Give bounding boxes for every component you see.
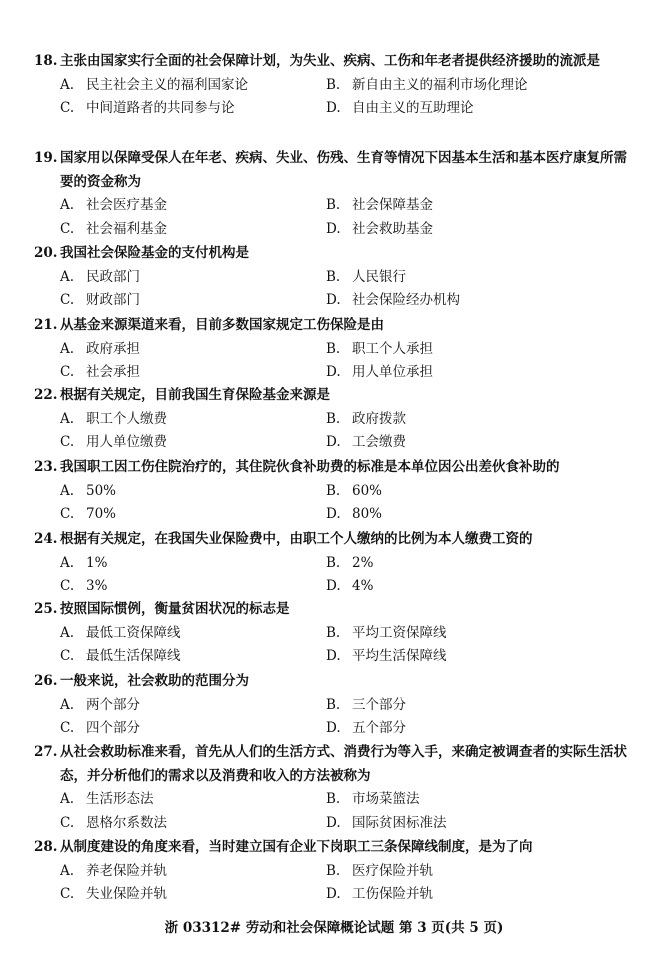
- option-d: [326, 218, 626, 242]
- question-stem: [34, 242, 634, 266]
- question-text: 主张由国家实行全面的社会保障计划，为失业、疾病、工伤和年老者提供经济援助的流派是: [60, 53, 600, 69]
- option-letter: C.: [60, 814, 75, 831]
- option-b: [326, 860, 626, 884]
- option-letter: D.: [326, 220, 341, 237]
- question-text: 根据有关规定，目前我国生育保险基金来源是: [60, 387, 330, 403]
- option-letter: A.: [60, 482, 75, 499]
- option-text: 社会保障基金: [352, 197, 433, 213]
- option-d: [326, 289, 626, 313]
- question-stem: [34, 314, 634, 338]
- option-d: [326, 575, 626, 599]
- option-letter: B.: [326, 268, 341, 285]
- question-22: [34, 384, 634, 455]
- option-text: 80%: [352, 506, 383, 522]
- question-23: [34, 456, 634, 527]
- option-letter: B.: [326, 197, 341, 213]
- option-a: [60, 338, 326, 362]
- question-text: 我国社会保险基金的支付机构是: [60, 245, 249, 261]
- option-text: 五个部分: [352, 720, 406, 736]
- option-c: [60, 289, 326, 313]
- option-letter: C.: [60, 720, 75, 736]
- option-c: [60, 361, 326, 385]
- question-25: [34, 598, 634, 669]
- option-b: [326, 788, 626, 812]
- question-number: 22.: [34, 387, 58, 403]
- option-c: [60, 503, 326, 527]
- option-b: [326, 552, 626, 576]
- question-text: 从基金来源渠道来看，目前多数国家规定工伤保险是由: [60, 317, 384, 333]
- option-d: [326, 717, 626, 741]
- option-text: 社会承担: [86, 364, 140, 380]
- question-stem: [34, 836, 634, 860]
- question-text: 一般来说，社会救助的范围分为: [60, 673, 249, 689]
- option-letter: A.: [60, 696, 75, 713]
- option-text: 平均生活保障线: [352, 648, 447, 664]
- option-letter: B.: [326, 340, 341, 357]
- option-letter: A.: [60, 197, 75, 213]
- option-a: [60, 860, 326, 884]
- option-text: 2%: [352, 554, 374, 571]
- option-a: [60, 694, 326, 718]
- question-text: 根据有关规定，在我国失业保险费中，由职工个人缴纳的比例为本人缴费工资的: [60, 531, 533, 547]
- option-text: 职工个人承担: [352, 340, 433, 357]
- option-text: 生活形态法: [86, 791, 154, 807]
- option-letter: C.: [60, 578, 75, 594]
- question-text: 国家用以保障受保人在年老、疾病、失业、伤残、生育等情况下因基本生活和基本医疗康复所需要的资金称为: [60, 150, 627, 190]
- option-text: 民政部门: [86, 268, 140, 285]
- question-stem: [34, 384, 634, 408]
- option-c: [60, 218, 326, 242]
- option-text: 50%: [86, 482, 117, 499]
- option-text: 职工个人缴费: [86, 410, 167, 427]
- question-number: 21.: [34, 317, 58, 333]
- question-stem: [34, 528, 634, 552]
- option-letter: B.: [326, 76, 341, 93]
- option-c: [60, 812, 326, 836]
- option-a: [60, 408, 326, 432]
- option-letter: B.: [326, 410, 341, 427]
- option-text: 政府承担: [86, 340, 140, 357]
- option-grid: [34, 552, 634, 599]
- option-letter: C.: [60, 886, 75, 902]
- option-letter: D.: [326, 364, 341, 380]
- option-text: 人民银行: [352, 268, 406, 285]
- option-text: 政府拨款: [352, 410, 406, 427]
- option-letter: A.: [60, 624, 75, 641]
- option-grid: [34, 338, 634, 385]
- option-c: [60, 97, 326, 121]
- question-stem: [34, 741, 634, 788]
- option-letter: B.: [326, 624, 341, 641]
- question-stem: [34, 670, 634, 694]
- option-text: 国际贫困标准法: [352, 814, 447, 831]
- option-a: [60, 788, 326, 812]
- option-c: [60, 645, 326, 669]
- option-grid: [34, 480, 634, 527]
- option-text: 平均工资保障线: [352, 624, 447, 641]
- option-text: 中间道路者的共同参与论: [86, 100, 235, 116]
- option-grid: [34, 194, 634, 241]
- option-text: 最低工资保障线: [86, 624, 181, 641]
- question-24: [34, 528, 634, 599]
- option-a: [60, 266, 326, 290]
- option-letter: C.: [60, 100, 75, 116]
- option-letter: C.: [60, 364, 75, 380]
- option-letter: D.: [326, 100, 341, 116]
- option-letter: D.: [326, 292, 341, 308]
- question-stem: [34, 598, 634, 622]
- option-grid: [34, 694, 634, 741]
- question-number: 25.: [34, 601, 58, 617]
- option-b: [326, 74, 626, 98]
- question-28: [34, 836, 634, 907]
- option-text: 最低生活保障线: [86, 648, 181, 664]
- question-text: 按照国际惯例，衡量贫困状况的标志是: [60, 601, 290, 617]
- option-grid: [34, 788, 634, 835]
- option-letter: B.: [326, 696, 341, 713]
- option-text: 新自由主义的福利市场化理论: [352, 76, 528, 93]
- option-letter: A.: [60, 76, 75, 93]
- option-d: [326, 97, 626, 121]
- option-text: 用人单位承担: [352, 364, 433, 380]
- option-text: 医疗保险并轨: [352, 862, 433, 879]
- option-letter: A.: [60, 340, 75, 357]
- option-c: [60, 717, 326, 741]
- question-number: 20.: [34, 245, 58, 261]
- option-text: 社会福利基金: [86, 220, 167, 237]
- option-a: [60, 622, 326, 646]
- question-number: 19.: [34, 150, 58, 166]
- question-number: 26.: [34, 673, 58, 689]
- question-number: 23.: [34, 459, 58, 475]
- option-text: 1%: [86, 554, 108, 571]
- option-letter: D.: [326, 578, 341, 594]
- option-text: 养老保险并轨: [86, 862, 167, 879]
- question-21: [34, 314, 634, 385]
- question-26: [34, 670, 634, 741]
- option-letter: D.: [326, 434, 341, 450]
- option-letter: B.: [326, 862, 341, 879]
- option-letter: D.: [326, 814, 341, 831]
- option-text: 两个部分: [86, 696, 140, 713]
- option-c: [60, 883, 326, 907]
- option-letter: D.: [326, 720, 341, 736]
- question-19: [34, 147, 634, 241]
- option-text: 三个部分: [352, 696, 406, 713]
- question-text: 从制度建设的角度来看，当时建立国有企业下岗职工三条保障线制度，是为了向: [60, 839, 533, 855]
- option-a: [60, 74, 326, 98]
- question-number: 28.: [34, 839, 58, 855]
- option-d: [326, 431, 626, 455]
- option-grid: [34, 622, 634, 669]
- option-d: [326, 361, 626, 385]
- question-text: 从社会救助标准来看，首先从人们的生活方式、消费行为等入手，来确定被调查者的实际生活状态，并分析他们的需求以及消费和收入的方法被称为: [60, 744, 627, 784]
- option-text: 市场菜篮法: [352, 791, 420, 807]
- option-letter: C.: [60, 292, 75, 308]
- option-a: [60, 194, 326, 218]
- option-text: 用人单位缴费: [86, 434, 167, 450]
- option-b: [326, 622, 626, 646]
- question-27: [34, 741, 634, 835]
- option-text: 恩格尔系数法: [86, 814, 167, 831]
- option-text: 工会缴费: [352, 434, 406, 450]
- option-b: [326, 408, 626, 432]
- question-20: [34, 242, 634, 313]
- option-a: [60, 480, 326, 504]
- option-d: [326, 503, 626, 527]
- option-letter: D.: [326, 506, 341, 522]
- option-d: [326, 883, 626, 907]
- option-grid: [34, 860, 634, 907]
- option-letter: B.: [326, 791, 341, 807]
- option-text: 自由主义的互助理论: [352, 100, 474, 116]
- option-text: 60%: [352, 482, 383, 499]
- question-18: [34, 50, 634, 121]
- option-text: 财政部门: [86, 292, 140, 308]
- option-text: 社会保险经办机构: [352, 292, 460, 308]
- option-letter: A.: [60, 268, 75, 285]
- question-text: 我国职工因工伤住院治疗的，其住院伙食补助费的标准是本单位因公出差伙食补助的: [60, 459, 560, 475]
- option-letter: C.: [60, 648, 75, 664]
- option-letter: B.: [326, 482, 341, 499]
- question-number: 27.: [34, 744, 58, 760]
- option-text: 3%: [86, 578, 108, 594]
- option-text: 社会医疗基金: [86, 197, 167, 213]
- question-number: 18.: [34, 53, 58, 69]
- option-letter: B.: [326, 554, 341, 571]
- option-text: 四个部分: [86, 720, 140, 736]
- question-stem: [34, 147, 634, 194]
- option-text: 4%: [352, 578, 374, 594]
- option-letter: D.: [326, 648, 341, 664]
- page-footer: 浙 03312# 劳动和社会保障概论试题 第 3 页(共 5 页): [164, 920, 504, 936]
- option-text: 失业保险并轨: [86, 886, 167, 902]
- option-d: [326, 645, 626, 669]
- option-c: [60, 431, 326, 455]
- option-text: 民主社会主义的福利国家论: [86, 76, 248, 93]
- option-grid: [34, 74, 634, 121]
- question-stem: [34, 456, 634, 480]
- option-letter: A.: [60, 554, 75, 571]
- option-text: 社会救助基金: [352, 220, 433, 237]
- option-letter: A.: [60, 410, 75, 427]
- question-number: 24.: [34, 531, 58, 547]
- option-b: [326, 480, 626, 504]
- option-a: [60, 552, 326, 576]
- option-b: [326, 694, 626, 718]
- option-b: [326, 338, 626, 362]
- option-text: 70%: [86, 506, 117, 522]
- option-b: [326, 194, 626, 218]
- option-letter: C.: [60, 434, 75, 450]
- option-text: 工伤保险并轨: [352, 886, 433, 902]
- option-grid: [34, 266, 634, 313]
- option-letter: C.: [60, 506, 75, 522]
- option-c: [60, 575, 326, 599]
- option-letter: D.: [326, 886, 341, 902]
- option-letter: C.: [60, 220, 75, 237]
- option-b: [326, 266, 626, 290]
- option-grid: [34, 408, 634, 455]
- option-letter: A.: [60, 791, 75, 807]
- question-stem: [34, 50, 634, 74]
- option-letter: A.: [60, 862, 75, 879]
- option-d: [326, 812, 626, 836]
